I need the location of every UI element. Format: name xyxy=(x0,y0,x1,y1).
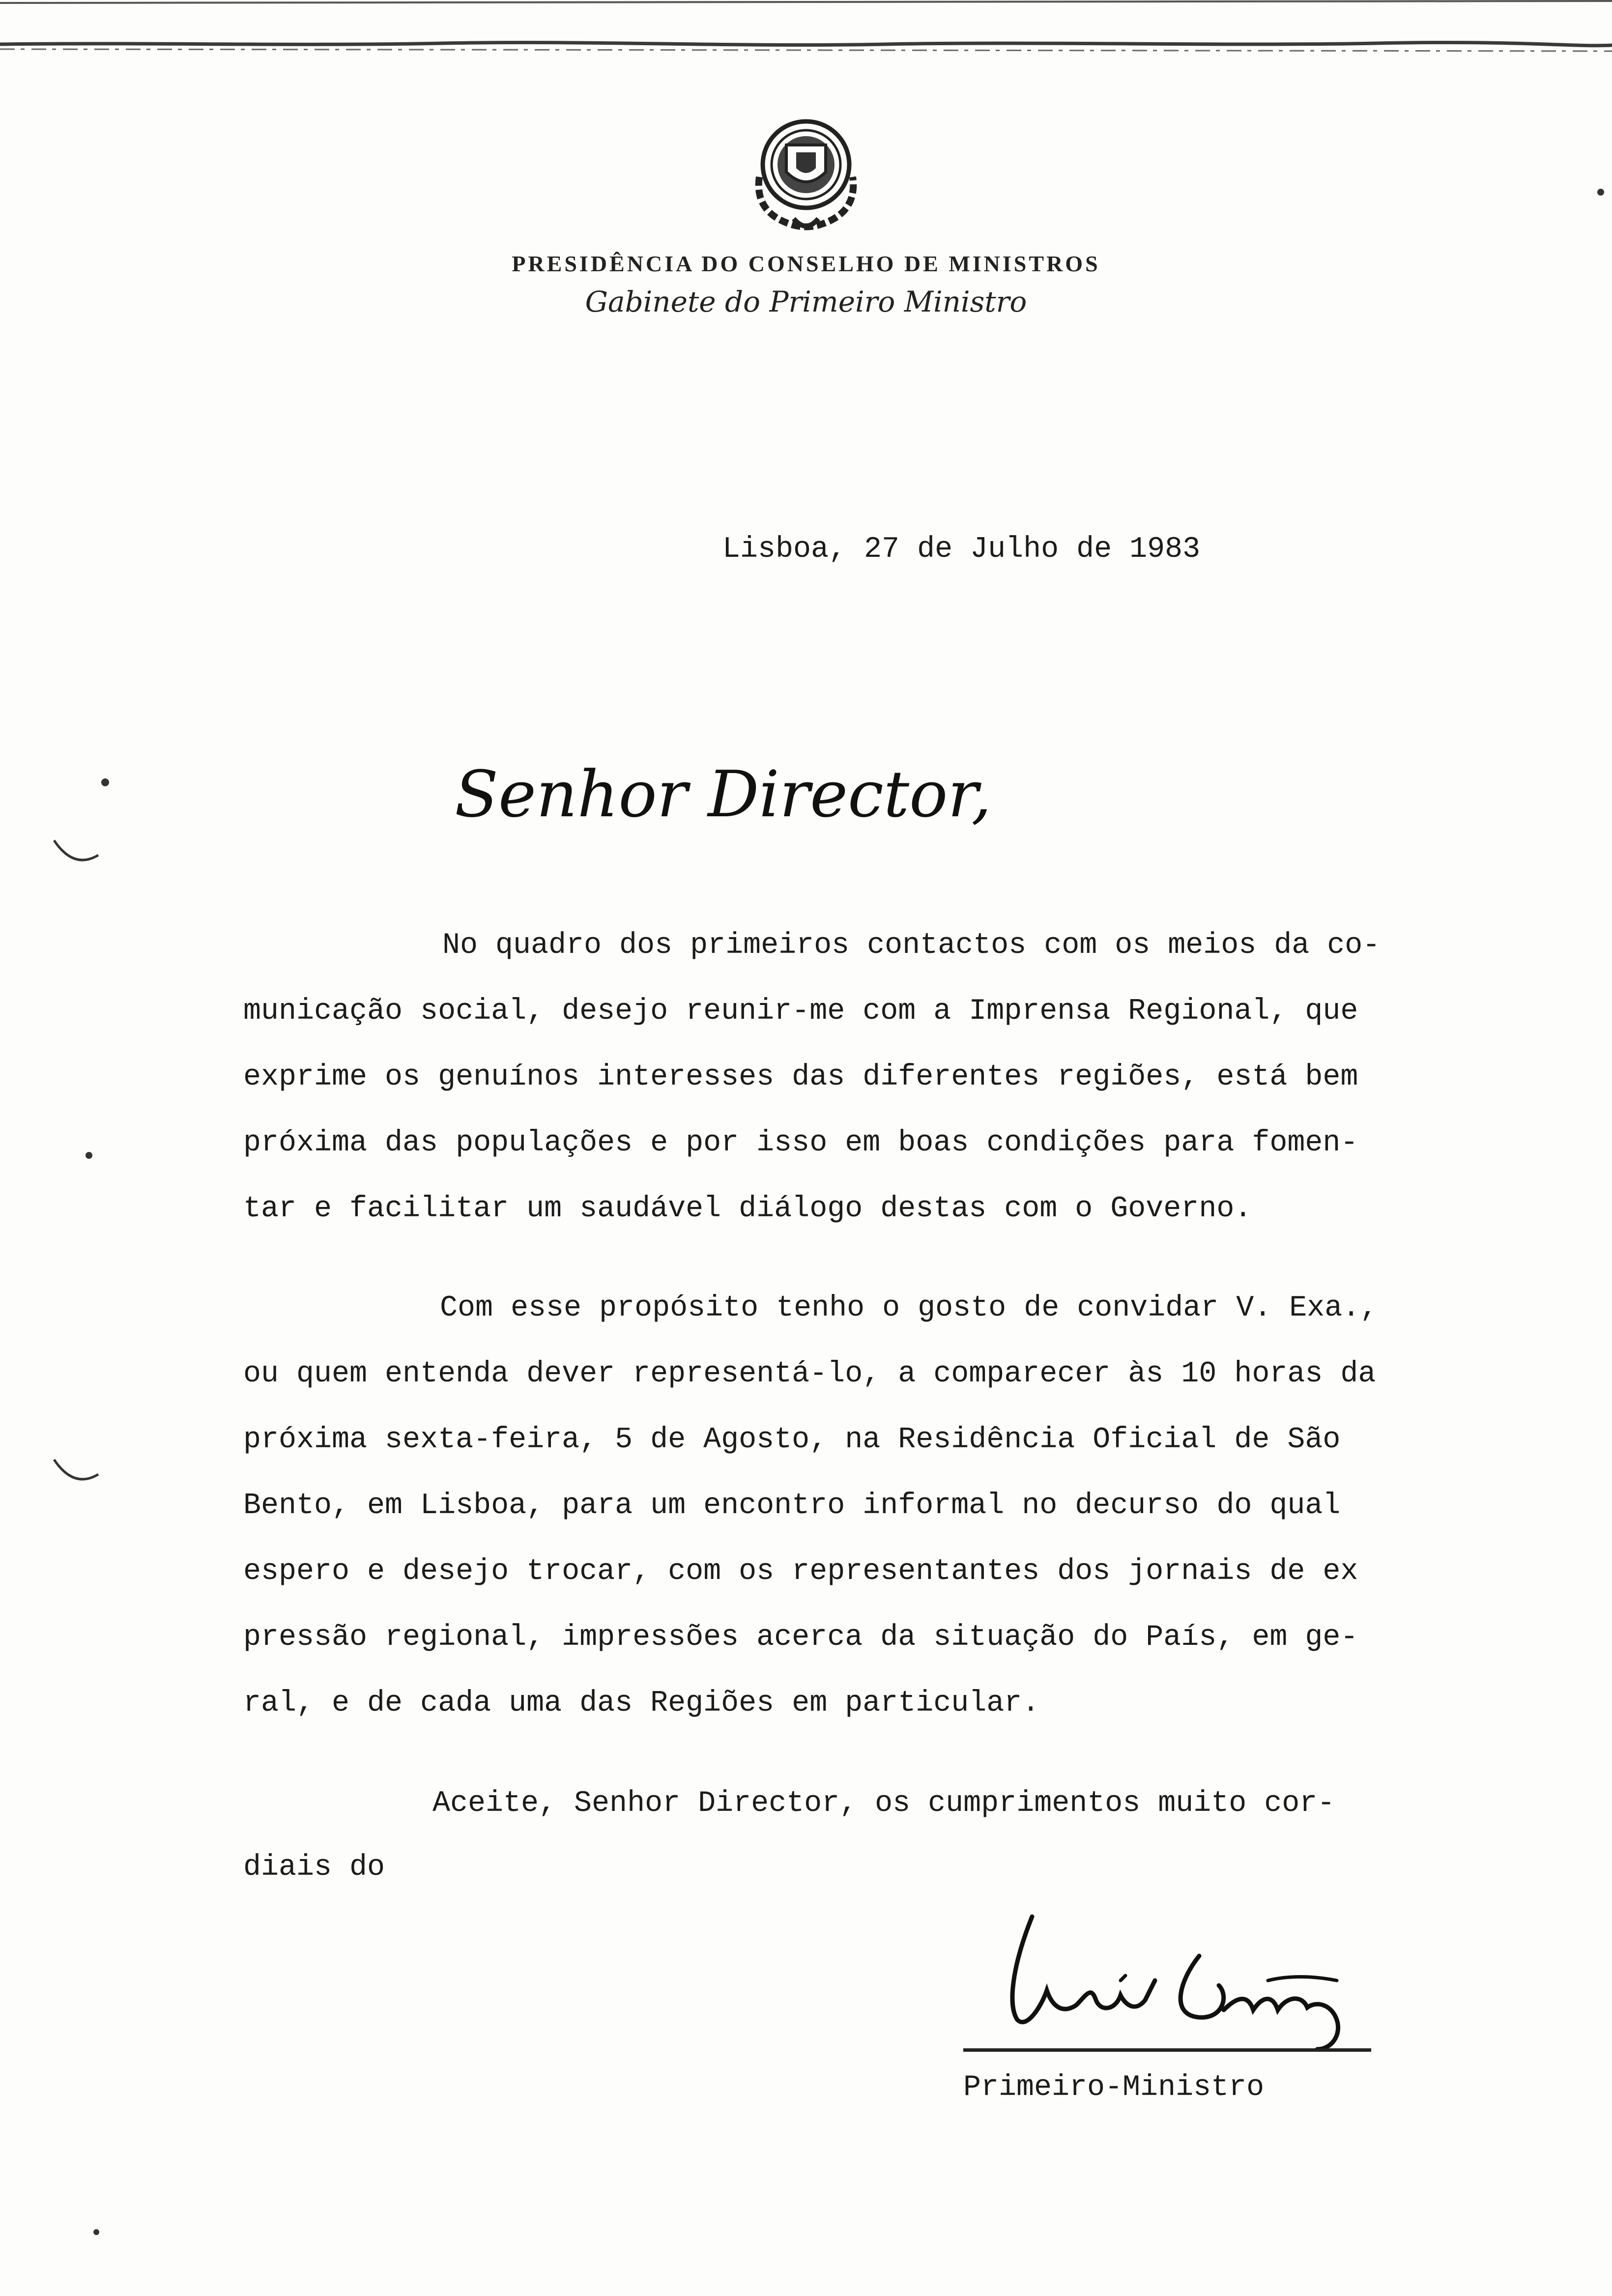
scan-speck xyxy=(101,778,109,786)
scan-speck xyxy=(1597,189,1604,196)
scan-speck xyxy=(86,1152,92,1159)
scan-mark xyxy=(49,1455,103,1489)
signatory-title: Primeiro-Ministro xyxy=(963,2071,1265,2104)
body-line: próxima sexta-feira, 5 de Agosto, na Residência Oficial de São xyxy=(243,1423,1341,1457)
body-line: ou quem entenda dever representá-lo, a comparecer às 10 horas da xyxy=(243,1357,1376,1391)
office-subheading: Gabinete do Primeiro Ministro xyxy=(585,285,1027,318)
body-line: exprime os genuínos interesses das diferentes regiões, está bem xyxy=(243,1061,1358,1094)
body-line: municação social, desejo reunir-me com a Imprensa Regional, que xyxy=(243,995,1358,1028)
body-line: Com esse propósito tenho o gosto de convidar V. Exa., xyxy=(440,1292,1378,1325)
body-line: pressão regional, impressões acerca da situação do País, em ge- xyxy=(243,1621,1358,1654)
coat-of-arms-emblem xyxy=(740,118,872,236)
body-line: No quadro dos primeiros contactos com os meios da co- xyxy=(442,929,1381,962)
scan-border-line xyxy=(0,0,1612,59)
institution-heading: PRESIDÊNCIA DO CONSELHO DE MINISTROS xyxy=(512,251,1100,276)
signature-underline xyxy=(963,2048,1371,2052)
body-line: ral, e de cada uma das Regiões em particular. xyxy=(243,1687,1040,1720)
body-line: próxima das populações e por isso em boas condições para fomen- xyxy=(243,1126,1358,1160)
salutation-handwritten: Senhor Director, xyxy=(455,757,992,832)
scan-speck xyxy=(93,2229,99,2235)
closing-line: Aceite, Senhor Director, os cumprimentos muito cor- xyxy=(432,1787,1335,1820)
handwritten-signature xyxy=(993,1907,1396,2054)
body-line: Bento, em Lisboa, para um encontro informal no decurso do qual xyxy=(243,1489,1341,1522)
scan-mark xyxy=(49,835,103,870)
closing-line: diais do xyxy=(243,1851,385,1884)
date-line: Lisboa, 27 de Julho de 1983 xyxy=(722,533,1201,566)
body-line: tar e facilitar um saudável diálogo destas com o Governo. xyxy=(243,1192,1252,1226)
body-line: espero e desejo trocar, com os representantes dos jornais de ex xyxy=(243,1555,1358,1588)
